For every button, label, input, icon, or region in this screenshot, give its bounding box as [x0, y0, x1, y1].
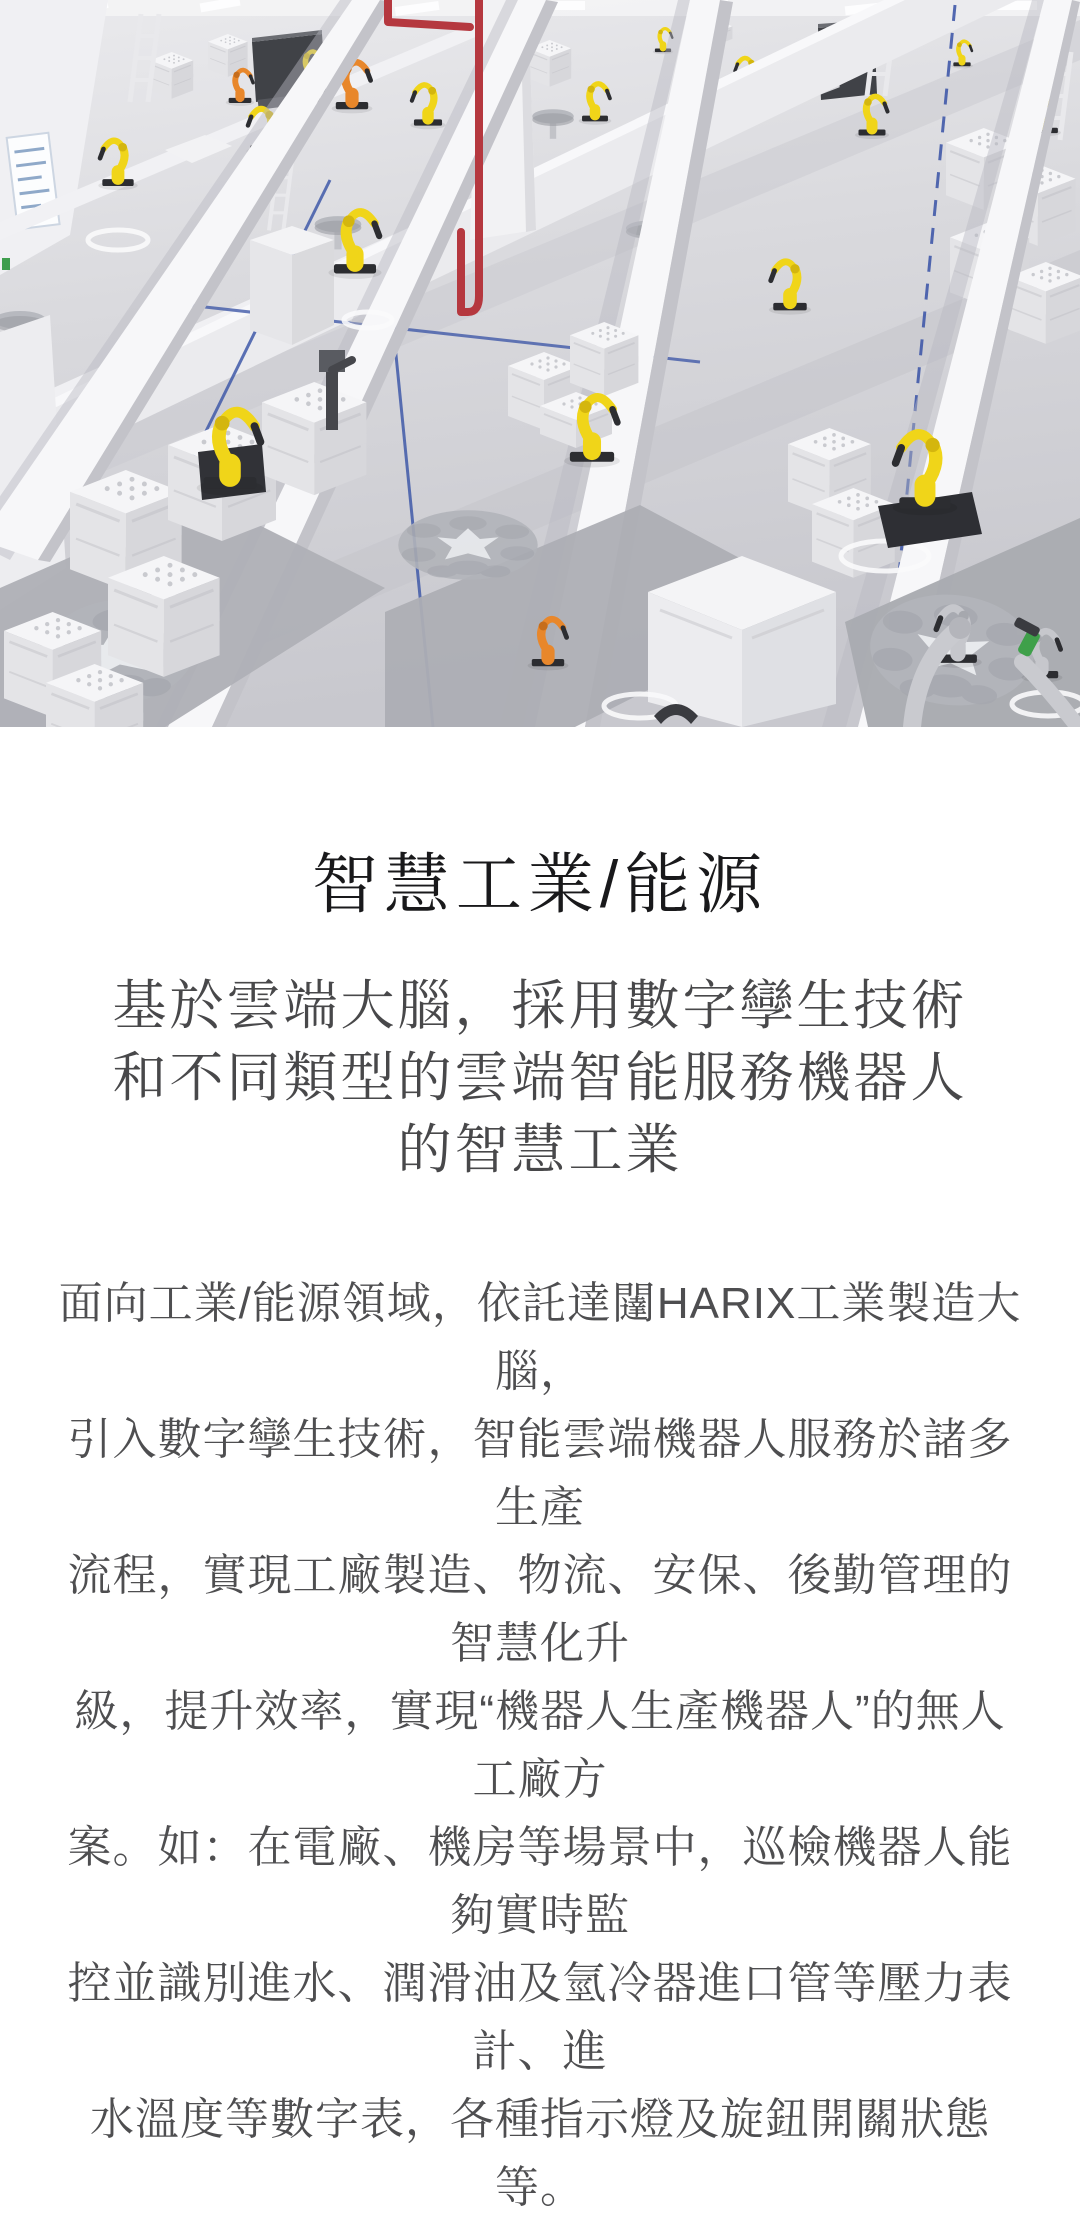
body-line: 流程，實現工廠製造、物流、安保、後勤管理的智慧化升	[67, 1550, 1013, 1668]
subtitle-line: 和不同類型的雲端智能服務機器人	[112, 1047, 968, 1108]
body-line: 面向工業/能源領域，依託達闥HARIX工業製造大腦，	[58, 1278, 1022, 1396]
turntable-disc	[398, 510, 537, 580]
hero-video-frame	[0, 0, 1080, 727]
section-body	[56, 1270, 1024, 2222]
section-subtitle	[56, 970, 1024, 1186]
industry-section	[0, 843, 1080, 2222]
body-line: 水溫度等數字表，各種指示燈及旋鈕開關狀態等。	[90, 2094, 990, 2212]
body-line: 控並識別進水、潤滑油及氫冷器進口管等壓力表計、進	[67, 1958, 1013, 2076]
smart-factory-illustration	[0, 0, 1080, 727]
body-line: 級，提升效率，實現“機器人生產機器人”的無人工廠方	[74, 1686, 1006, 1804]
section-title: 智慧工業/能源	[311, 847, 769, 921]
body-line: 引入數字孿生技術，智能雲端機器人服務於諸多生產	[67, 1414, 1013, 1532]
body-line: 案。如：在電廠、機房等場景中，巡檢機器人能夠實時監	[67, 1822, 1013, 1940]
subtitle-line: 基於雲端大腦，採用數字孿生技術	[112, 975, 968, 1036]
subtitle-line: 的智慧工業	[397, 1119, 683, 1180]
